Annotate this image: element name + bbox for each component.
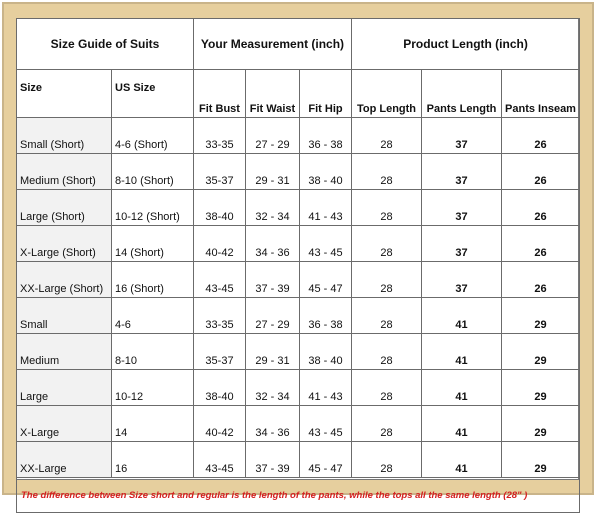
us-size-column-header: US Size bbox=[112, 70, 194, 118]
size-cell: Small (Short) bbox=[17, 118, 112, 154]
size-cell: Large (Short) bbox=[17, 190, 112, 226]
us-size-cell: 16 bbox=[112, 442, 194, 478]
pants-length-column-header: Pants Length bbox=[422, 70, 502, 118]
pants-length-cell: 41 bbox=[422, 406, 502, 442]
pants-inseam-cell: 29 bbox=[502, 370, 580, 406]
table-row bbox=[17, 118, 580, 154]
table-row bbox=[17, 370, 580, 406]
size-cell: Small bbox=[17, 298, 112, 334]
table-row bbox=[17, 190, 580, 226]
top-length-cell: 28 bbox=[352, 406, 422, 442]
size-cell: XX-Large (Short) bbox=[17, 262, 112, 298]
pants-inseam-cell: 29 bbox=[502, 298, 580, 334]
size-cell: Medium bbox=[17, 334, 112, 370]
fit-bust-cell: 35-37 bbox=[194, 334, 246, 370]
table-row bbox=[17, 298, 580, 334]
pants-length-cell: 41 bbox=[422, 298, 502, 334]
table-title: Size Guide of Suits bbox=[17, 19, 194, 70]
fit-bust-cell: 33-35 bbox=[194, 298, 246, 334]
pants-inseam-cell: 26 bbox=[502, 154, 580, 190]
top-length-cell: 28 bbox=[352, 370, 422, 406]
fit-waist-cell: 34 - 36 bbox=[246, 226, 300, 262]
fit-bust-cell: 40-42 bbox=[194, 226, 246, 262]
size-difference-note: The difference between Size short and regular is the length of the pants, while the tops all the same length (28" ) bbox=[17, 478, 580, 513]
pants-length-cell: 37 bbox=[422, 226, 502, 262]
fit-hip-column-header: Fit Hip bbox=[300, 70, 352, 118]
top-length-cell: 28 bbox=[352, 226, 422, 262]
size-cell: Large bbox=[17, 370, 112, 406]
us-size-cell: 14 bbox=[112, 406, 194, 442]
fit-waist-cell: 27 - 29 bbox=[246, 118, 300, 154]
size-cell: XX-Large bbox=[17, 442, 112, 478]
fit-hip-cell: 36 - 38 bbox=[300, 298, 352, 334]
fit-hip-cell: 41 - 43 bbox=[300, 190, 352, 226]
pants-length-cell: 41 bbox=[422, 370, 502, 406]
pants-length-cell: 41 bbox=[422, 334, 502, 370]
fit-hip-cell: 43 - 45 bbox=[300, 226, 352, 262]
us-size-cell: 4-6 bbox=[112, 298, 194, 334]
measurement-group-header: Your Measurement (inch) bbox=[194, 19, 352, 70]
footnote-row bbox=[17, 478, 580, 513]
fit-bust-cell: 33-35 bbox=[194, 118, 246, 154]
pants-inseam-column-header: Pants Inseam bbox=[502, 70, 580, 118]
fit-hip-cell: 45 - 47 bbox=[300, 442, 352, 478]
fit-waist-cell: 29 - 31 bbox=[246, 334, 300, 370]
us-size-cell: 8-10 bbox=[112, 334, 194, 370]
pants-inseam-cell: 29 bbox=[502, 406, 580, 442]
pants-length-cell: 37 bbox=[422, 118, 502, 154]
header-group-row bbox=[17, 19, 580, 70]
us-size-cell: 10-12 (Short) bbox=[112, 190, 194, 226]
pants-inseam-cell: 29 bbox=[502, 334, 580, 370]
fit-bust-column-header: Fit Bust bbox=[194, 70, 246, 118]
fit-hip-cell: 41 - 43 bbox=[300, 370, 352, 406]
fit-bust-cell: 43-45 bbox=[194, 262, 246, 298]
pants-length-cell: 41 bbox=[422, 442, 502, 478]
fit-bust-cell: 43-45 bbox=[194, 442, 246, 478]
column-header-row bbox=[17, 70, 580, 118]
fit-bust-cell: 40-42 bbox=[194, 406, 246, 442]
top-length-cell: 28 bbox=[352, 262, 422, 298]
table-row bbox=[17, 154, 580, 190]
fit-hip-cell: 45 - 47 bbox=[300, 262, 352, 298]
fit-bust-cell: 38-40 bbox=[194, 370, 246, 406]
us-size-cell: 8-10 (Short) bbox=[112, 154, 194, 190]
top-length-cell: 28 bbox=[352, 190, 422, 226]
size-guide-table bbox=[16, 18, 580, 513]
pants-inseam-cell: 26 bbox=[502, 190, 580, 226]
table-row bbox=[17, 262, 580, 298]
top-length-cell: 28 bbox=[352, 298, 422, 334]
top-length-cell: 28 bbox=[352, 442, 422, 478]
fit-hip-cell: 38 - 40 bbox=[300, 154, 352, 190]
fit-hip-cell: 38 - 40 bbox=[300, 334, 352, 370]
fit-waist-cell: 32 - 34 bbox=[246, 370, 300, 406]
fit-waist-cell: 32 - 34 bbox=[246, 190, 300, 226]
pants-inseam-cell: 26 bbox=[502, 118, 580, 154]
pants-inseam-cell: 26 bbox=[502, 226, 580, 262]
fit-hip-cell: 43 - 45 bbox=[300, 406, 352, 442]
fit-waist-cell: 34 - 36 bbox=[246, 406, 300, 442]
fit-hip-cell: 36 - 38 bbox=[300, 118, 352, 154]
pants-length-cell: 37 bbox=[422, 154, 502, 190]
fit-waist-cell: 27 - 29 bbox=[246, 298, 300, 334]
size-cell: Medium (Short) bbox=[17, 154, 112, 190]
top-length-cell: 28 bbox=[352, 118, 422, 154]
top-length-column-header: Top Length bbox=[352, 70, 422, 118]
us-size-cell: 10-12 bbox=[112, 370, 194, 406]
fit-bust-cell: 38-40 bbox=[194, 190, 246, 226]
pants-length-cell: 37 bbox=[422, 262, 502, 298]
fit-waist-cell: 29 - 31 bbox=[246, 154, 300, 190]
top-length-cell: 28 bbox=[352, 154, 422, 190]
us-size-cell: 14 (Short) bbox=[112, 226, 194, 262]
table-row bbox=[17, 442, 580, 478]
fit-waist-column-header: Fit Waist bbox=[246, 70, 300, 118]
table-row bbox=[17, 334, 580, 370]
fit-waist-cell: 37 - 39 bbox=[246, 442, 300, 478]
pants-inseam-cell: 26 bbox=[502, 262, 580, 298]
top-length-cell: 28 bbox=[352, 334, 422, 370]
product-group-header: Product Length (inch) bbox=[352, 19, 580, 70]
fit-bust-cell: 35-37 bbox=[194, 154, 246, 190]
size-column-header: Size bbox=[17, 70, 112, 118]
table-row bbox=[17, 226, 580, 262]
fit-waist-cell: 37 - 39 bbox=[246, 262, 300, 298]
pants-inseam-cell: 29 bbox=[502, 442, 580, 478]
us-size-cell: 4-6 (Short) bbox=[112, 118, 194, 154]
pants-length-cell: 37 bbox=[422, 190, 502, 226]
table-row bbox=[17, 406, 580, 442]
size-cell: X-Large bbox=[17, 406, 112, 442]
size-cell: X-Large (Short) bbox=[17, 226, 112, 262]
us-size-cell: 16 (Short) bbox=[112, 262, 194, 298]
